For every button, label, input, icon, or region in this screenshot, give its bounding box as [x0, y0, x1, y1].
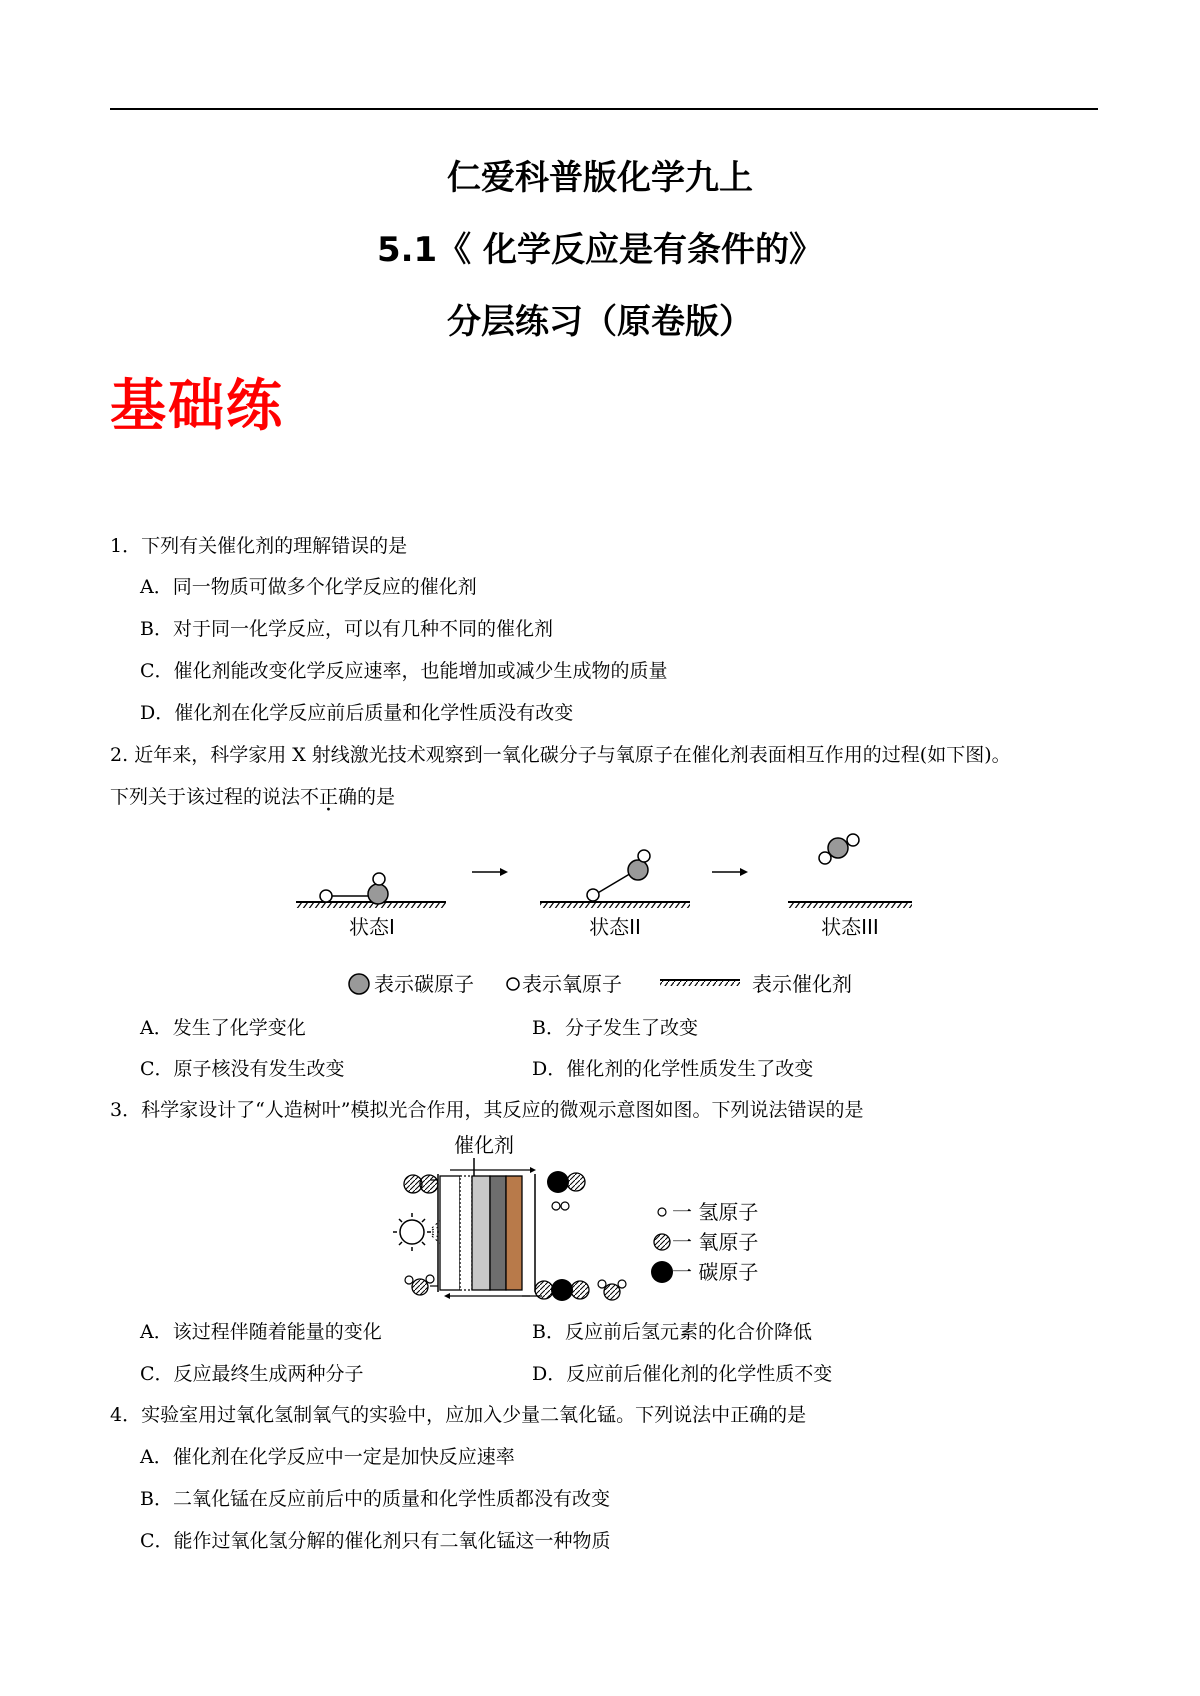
- question-number: 2.: [110, 744, 129, 766]
- question-stem: 下列有关催化剂的理解错误的是: [141, 535, 408, 557]
- question-number: 3．: [110, 1099, 142, 1121]
- water-product-icon: [598, 1280, 626, 1300]
- q3-option-b: B．反应前后氢元素的化合价降低: [532, 1321, 812, 1343]
- q3-figure: [390, 1130, 830, 1305]
- doc-title-line1: 仁爱科普版化学九上: [447, 158, 753, 198]
- water-molecule-icon: [405, 1275, 434, 1295]
- question-stem: 科学家设计了“人造树叶”模拟光合作用，其反应的微观示意图如图。下列说法错误的是: [141, 1099, 864, 1121]
- state-1-diagram: [296, 873, 446, 908]
- q1-option-d: D．催化剂在化学反应前后质量和化学性质没有改变: [140, 702, 574, 724]
- oxygen-atom-icon: [507, 978, 519, 990]
- doc-title-line3: 分层练习（原卷版）: [447, 302, 753, 342]
- question-4: [110, 1403, 806, 1427]
- arrow-icon: [472, 868, 508, 876]
- q4-option-a: A．催化剂在化学反应中一定是加快反应速率: [140, 1446, 515, 1468]
- q2-option-d: D．催化剂的化学性质发生了改变: [532, 1058, 814, 1080]
- q4-option-b: B．二氧化锰在反应前后中的质量和化学性质都没有改变: [140, 1488, 610, 1510]
- question-stem-line1: 近年来，科学家用 X 射线激光技术观察到一氧化碳分子与氧原子在催化剂表面相互作用的过程(如下图)。: [134, 744, 1011, 766]
- question-number: 1．: [110, 535, 142, 557]
- q3-legend: [651, 1200, 758, 1284]
- question-3: [110, 1098, 864, 1122]
- artificial-leaf-device: [430, 1167, 542, 1299]
- state-2-diagram: [540, 850, 690, 908]
- co2-molecule-icon: [404, 1175, 438, 1193]
- state-1-label: 状态I: [349, 915, 395, 939]
- state-2-label: 状态II: [589, 915, 641, 939]
- co2-product-icon: [535, 1279, 589, 1301]
- q1-option-b: B．对于同一化学反应，可以有几种不同的催化剂: [140, 618, 553, 640]
- q2-option-b: B．分子发生了改变: [532, 1017, 698, 1039]
- h2-molecule-icon: [552, 1202, 569, 1210]
- legend-hydrogen-label: 一 氢原子: [672, 1200, 759, 1224]
- emphasis-text: 不正确: [300, 786, 358, 808]
- q3-option-c: C．反应最终生成两种分子: [140, 1363, 364, 1385]
- q4-option-c: C．能作过氧化氢分解的催化剂只有二氧化锰这一种物质: [140, 1530, 611, 1552]
- q2-figure: [290, 830, 930, 1005]
- q1-option-c: C．催化剂能改变化学反应速率，也能增加或减少生成物的质量: [140, 660, 668, 682]
- legend-oxygen-label: 表示氧原子: [522, 972, 622, 996]
- legend-carbon-label: 表示碳原子: [374, 972, 474, 996]
- legend-catalyst-label: 表示催化剂: [752, 972, 852, 996]
- header-rule: [110, 108, 1098, 110]
- section-heading: 基础练: [110, 374, 284, 439]
- q3-option-d: D．反应前后催化剂的化学性质不变: [532, 1363, 833, 1385]
- co-molecule-icon: [547, 1171, 585, 1193]
- catalyst-label: 催化剂: [454, 1133, 514, 1157]
- q3-option-a: A．该过程伴随着能量的变化: [140, 1321, 382, 1343]
- doc-title-line2: 5.1《 化学反应是有条件的》: [376, 230, 824, 270]
- oxygen-atom-icon: [654, 1234, 670, 1250]
- q2-legend: [349, 972, 852, 996]
- question-stem: 实验室用过氧化氢制氧气的实验中，应加入少量二氧化锰。下列说法中正确的是: [141, 1404, 807, 1426]
- hydrogen-atom-icon: [658, 1208, 666, 1216]
- q2-option-a: A．发生了化学变化: [140, 1017, 306, 1039]
- legend-carbon-label: 一 碳原子: [672, 1260, 759, 1284]
- state-3-label: 状态III: [821, 915, 879, 939]
- question-number: 4．: [110, 1404, 142, 1426]
- q2-option-c: C．原子核没有发生改变: [140, 1058, 345, 1080]
- arrow-icon: [712, 868, 748, 876]
- q1-option-a: A．同一物质可做多个化学反应的催化剂: [140, 576, 477, 598]
- legend-oxygen-label: 一 氧原子: [672, 1230, 759, 1254]
- carbon-atom-icon: [349, 974, 369, 994]
- carbon-atom-icon: [651, 1261, 673, 1283]
- state-3-diagram: [788, 834, 912, 908]
- question-2-line2: 下列关于该过程的说法不正确的是: [110, 786, 396, 808]
- sun-icon: [393, 1213, 431, 1251]
- question-2: [110, 743, 1011, 767]
- question-1: [110, 534, 407, 558]
